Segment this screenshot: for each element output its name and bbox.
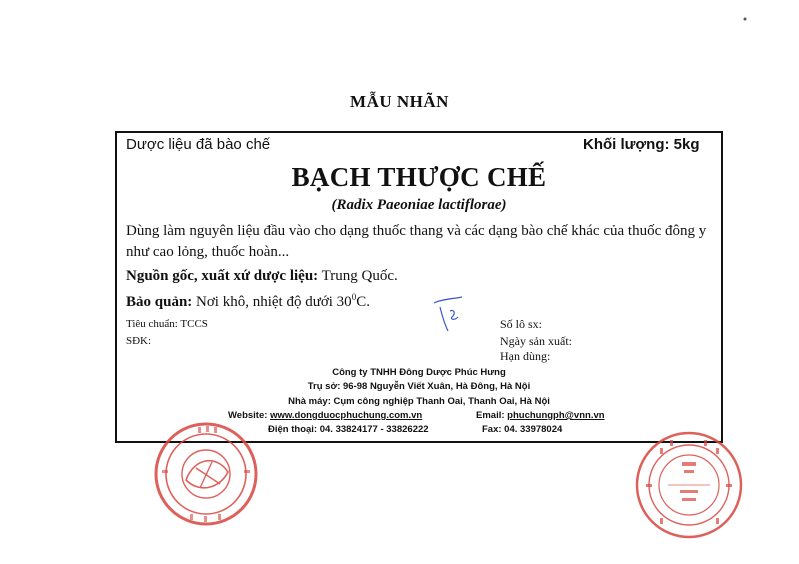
storage-degree-sup: 0: [351, 292, 357, 302]
fax-text: Fax: 04. 33978024: [482, 424, 563, 435]
email-label: Email:: [476, 410, 508, 421]
lot-number-label: Số lô sx:: [500, 317, 543, 331]
origin-line: [126, 268, 398, 285]
storage-value: Nơi khô, nhiệt độ dưới 30: [192, 294, 352, 310]
manufacture-date-label: Ngày sản xuất:: [500, 334, 572, 348]
company-headquarters: Trụ sở: 96-98 Nguyễn Viết Xuân, Hà Đông, Hà Nội: [307, 381, 531, 392]
signature-icon: [428, 293, 468, 335]
origin-value: Trung Quốc.: [318, 268, 398, 284]
company-factory: Nhà máy: Cụm công nghiệp Thanh Oai, Thanh Oai, Hà Nội: [288, 396, 550, 407]
usage-text: Dùng làm nguyên liệu đầu vào cho dạng thuốc thang và các dạng bào chế khác của thuốc đông y như cao lỏng, thuốc hoàn...: [126, 223, 707, 260]
sdk-text: SĐK:: [126, 335, 152, 347]
phone-text: Điện thoại: 04. 33824177 - 33826222: [268, 424, 429, 435]
email-line: [476, 410, 605, 421]
website-label: Website:: [228, 410, 271, 421]
website-link[interactable]: www.dongduocphuchung.com.vn: [270, 410, 423, 421]
storage-label: Bảo quản:: [126, 294, 193, 310]
category-text: Dược liệu đã bào chế: [126, 136, 271, 153]
weight-text: Khối lượng: 5kg: [583, 136, 700, 153]
storage-line: [126, 292, 370, 311]
company-seal-stamp-left: [150, 418, 262, 530]
company-name: Công ty TNHH Đông Dược Phúc Hưng: [332, 367, 506, 378]
product-name: BẠCH THƯỢC CHẾ: [291, 162, 547, 192]
latin-name: (Radix Paeoniae lactiflorae): [331, 197, 507, 213]
email-link[interactable]: phuchungph@vnn.vn: [507, 410, 605, 421]
company-seal-stamp-right: [632, 428, 746, 542]
origin-label: Nguồn gốc, xuất xứ dược liệu:: [126, 268, 319, 284]
corner-mark: [740, 14, 750, 24]
page-title: MẪU NHÃN: [350, 92, 449, 111]
expiry-date-label: Hạn dùng:: [500, 349, 551, 363]
storage-unit: C.: [356, 294, 370, 310]
standard-text: Tiêu chuẩn: TCCS: [126, 318, 208, 330]
